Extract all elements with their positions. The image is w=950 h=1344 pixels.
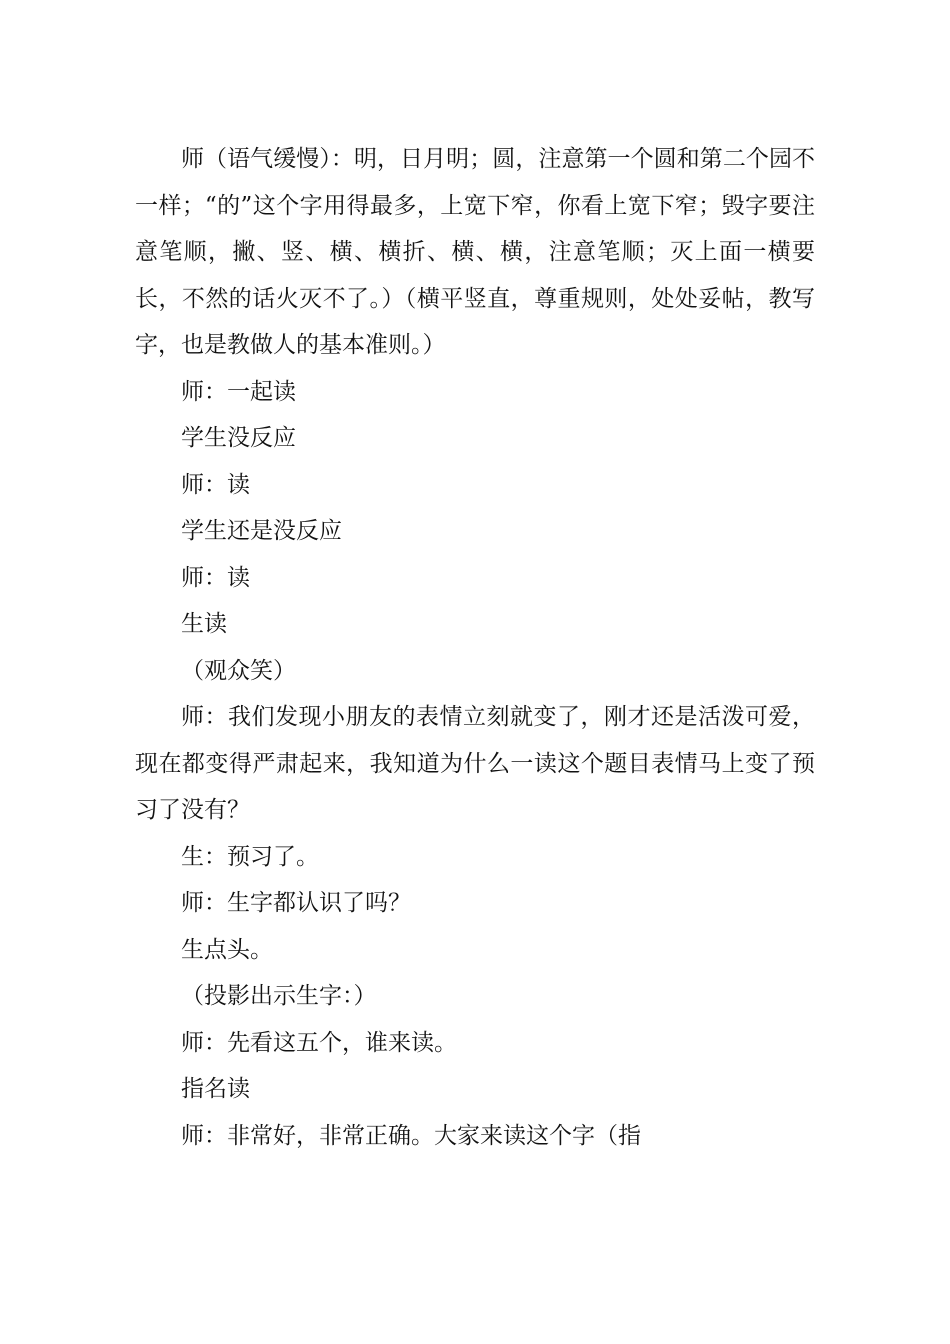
paragraph-student-nods: 生点头。 — [181, 936, 273, 963]
paragraph-students-read: 生读 — [181, 611, 227, 637]
paragraph-teacher-five-characters: 师：先看这五个，谁来读。 — [181, 1029, 457, 1056]
paragraph-teacher-expression-change: 师：我们发现小朋友的表情立刻就变了，刚才还是活泼可爱，现在都变得严肃起来，我知道为什么一读这个题目表情马上变了预习了没有？ — [135, 704, 815, 823]
paragraph-teacher-read-again: 师：读 — [181, 564, 250, 591]
paragraph-teacher-read: 师：读 — [181, 471, 250, 498]
paragraph-audience-laughs: （观众笑） — [181, 657, 296, 684]
paragraph-students-still-no-response: 学生还是没反应 — [181, 518, 342, 544]
paragraph-students-no-response: 学生没反应 — [181, 425, 296, 451]
paragraph-teacher-writing-guidance: 师（语气缓慢）：明，日月明；圆，注意第一个圆和第二个园不一样；“的”这个字用得最多，上宽下窄，你看上宽下窄；毁字要注意笔顺，撇、竖、横、横折、横、横，注意笔顺；灭上面一横要长，不然的话火灭不了。）（横平竖直，尊重规则，处处妥帖，教写字，也是教做人的基本准则。） — [135, 146, 815, 358]
paragraph-teacher-praise: 师：非常好，非常正确。大家来读这个字（指 — [181, 1122, 641, 1149]
paragraph-student-previewed: 生：预习了。 — [181, 843, 319, 870]
paragraph-named-reading: 指名读 — [181, 1076, 250, 1102]
paragraph-teacher-ask-characters: 师：生字都认识了吗？ — [181, 890, 411, 916]
document-body — [135, 136, 815, 1159]
paragraph-projection-note: （投影出示生字：） — [181, 983, 377, 1009]
paragraph-teacher-read-together: 师：一起读 — [181, 378, 296, 405]
